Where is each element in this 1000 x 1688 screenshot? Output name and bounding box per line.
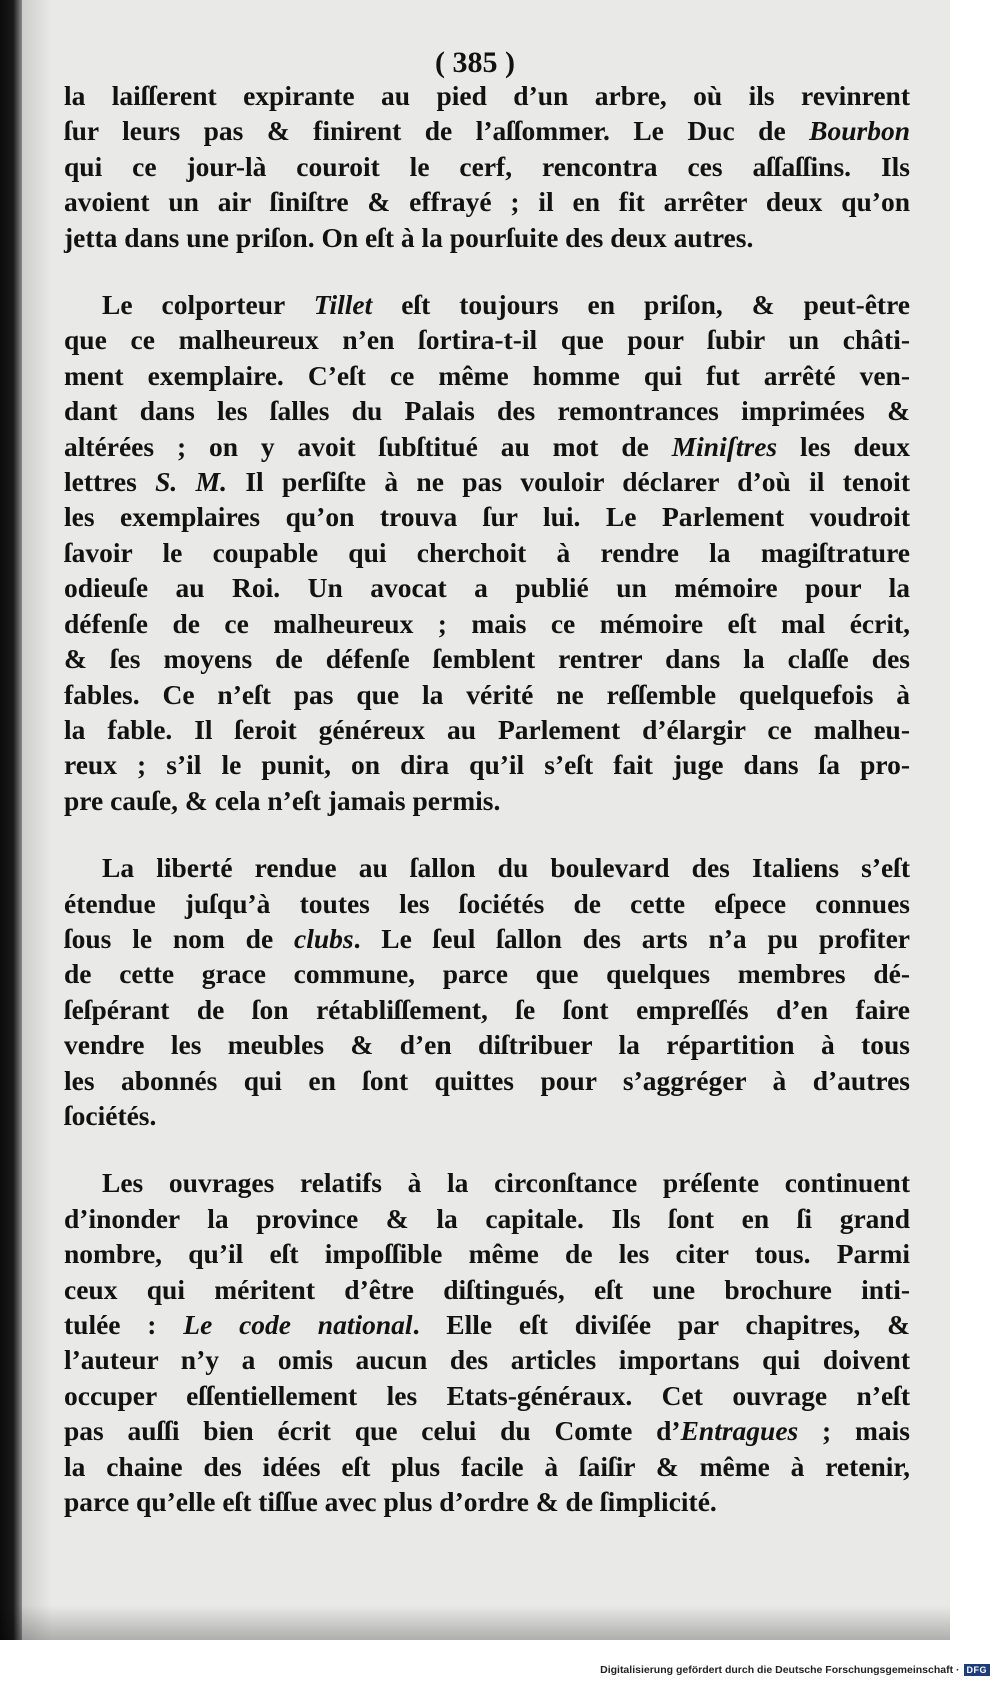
- text-line: & ſes moyens de défenſe ſemblent rentrer dans la claſſe des: [64, 643, 910, 675]
- digitization-credit: [600, 1664, 990, 1676]
- text-line: ſous le nom de clubs. Le ſeul ſallon des arts n’a pu profiter: [64, 922, 910, 954]
- text-line: nombre, qu’il eſt impoſſible même de les citer tous. Parmi: [64, 1238, 910, 1270]
- text-line: ceux qui méritent d’être diſtingués, eſt une brochure inti-: [64, 1273, 910, 1305]
- text-line: la fable. Il ſeroit généreux au Parlement d’élargir ce malheu-: [64, 713, 910, 745]
- text-line: avoient un air ſiniſtre & effrayé ; il en fit arrêter deux qu’on: [64, 186, 910, 218]
- text-line: altérées ; on y avoit ſubſtitué au mot de Miniſtres les deux: [64, 430, 910, 462]
- text-line: ſur leurs pas & finirent de l’aſſommer. Le Duc de Bourbon: [64, 115, 910, 147]
- text-line: la chaine des idées eſt plus facile à ſaiſir & même à retenir,: [64, 1450, 910, 1482]
- text-line: de cette grace commune, parce que quelques membres dé-: [64, 958, 910, 990]
- paragraph: [64, 78, 910, 255]
- credit-text: Digitalisierung gefördert durch die Deutsche Forschungsgemeinschaft ·: [600, 1664, 960, 1676]
- text-line: la laiſſerent expirante au pied d’un arbre, où ils revinrent: [64, 80, 910, 111]
- text-line: défenſe de ce malheureux ; mais ce mémoire eſt mal écrit,: [64, 607, 910, 639]
- text-line: étendue juſqu’à toutes les ſociétés de cette eſpece connues: [64, 887, 910, 919]
- text-line: dant dans les ſalles du Palais des remontrances imprimées &: [64, 395, 910, 427]
- text-line: jetta dans une priſon. On eſt à la pourſuite des deux autres.: [64, 221, 754, 253]
- text-line: reux ; s’il le punit, on dira qu’il s’eſt fait juge dans ſa pro-: [64, 749, 910, 781]
- text-line: ſeſpérant de ſon rétabliſſement, ſe ſont empreſſés d’en faire: [64, 993, 910, 1025]
- italic-term: Miniſtres: [671, 430, 778, 462]
- paragraph: [64, 850, 910, 1133]
- text-line: ſavoir le coupable qui cherchoit à rendre la magiſtrature: [64, 536, 910, 568]
- scan-bottom-shade: [0, 1605, 950, 1640]
- body-text: [64, 78, 910, 1519]
- italic-term: Bourbon: [809, 115, 910, 147]
- text-line: odieuſe au Roi. Un avocat a publié un mémoire pour la: [64, 572, 910, 604]
- binding-edge: [0, 0, 22, 1640]
- text-line: occuper eſſentiellement les Etats-généraux. Cet ouvrage n’eſt: [64, 1379, 910, 1411]
- italic-term: S. M.: [155, 466, 227, 498]
- paragraph: [64, 1165, 910, 1519]
- dfg-logo-icon: DFG: [964, 1664, 991, 1676]
- text-line: les exemplaires qu’on trouva ſur lui. Le Parlement voudroit: [64, 501, 910, 533]
- italic-term: Le code national: [183, 1309, 413, 1340]
- text-line: fables. Ce n’eſt pas que la vérité ne reſſemble quelquefois à: [64, 678, 910, 710]
- page-number: ( 385 ): [435, 46, 515, 79]
- paragraph: [64, 287, 910, 818]
- text-line: que ce malheureux n’en ſortira-t-il que pour ſubir un châti-: [64, 324, 910, 356]
- binding-shadow: [22, 0, 52, 1640]
- text-line: La liberté rendue au ſallon du boulevard des Italiens s’eſt: [102, 852, 910, 884]
- text-line: vendre les meubles & d’en diſtribuer la répartition à tous: [64, 1029, 910, 1061]
- text-line: pre cauſe, & cela n’eſt jamais permis.: [64, 784, 501, 816]
- text-line: l’auteur n’y a omis aucun des articles importans qui doivent: [64, 1344, 910, 1376]
- text-line: parce qu’elle eſt tiſſue avec plus d’ordre & de ſimplicité.: [64, 1486, 717, 1518]
- italic-term: clubs: [293, 922, 354, 954]
- text-line: Les ouvrages relatifs à la circonſtance préſente continuent: [102, 1167, 910, 1199]
- text-line: pas auſſi bien écrit que celui du Comte d’Entragues ; mais: [64, 1415, 910, 1447]
- text-line: ment exemplaire. C’eſt ce même homme qui fut arrêté ven-: [64, 359, 910, 391]
- text-line: ſociétés.: [64, 1099, 157, 1131]
- text-line: tulée : Le code national. Elle eſt diviſée par chapitres, &: [64, 1309, 910, 1340]
- text-line: lettres S. M. Il perſiſte à ne pas vouloir déclarer d’où il tenoit: [64, 466, 910, 498]
- text-line: qui ce jour-là couroit le cerf, rencontra ces aſſaſſins. Ils: [64, 150, 910, 182]
- text-line: les abonnés qui en ſont quittes pour s’aggréger à d’autres: [64, 1064, 910, 1096]
- text-line: d’inonder la province & la capitale. Ils ſont en ſi grand: [64, 1202, 910, 1234]
- italic-term: Tillet: [313, 289, 373, 321]
- text-line: Le colporteur Tillet eſt toujours en priſon, & peut-être: [102, 289, 910, 321]
- italic-term: Entragues: [680, 1415, 799, 1447]
